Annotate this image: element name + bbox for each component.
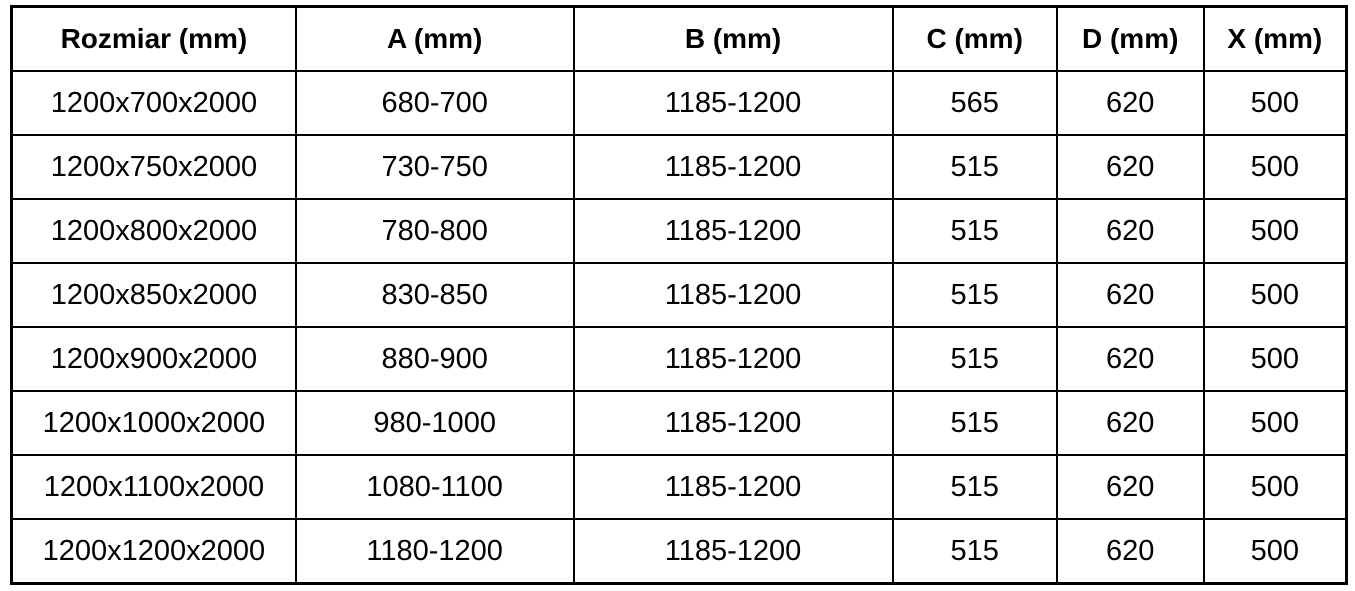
table-row [12, 263, 1347, 327]
table-cell: 1200x800x2000 [12, 199, 296, 263]
column-header-rozmiar: Rozmiar (mm) [12, 7, 296, 72]
table-cell: 500 [1204, 71, 1347, 135]
table-row [12, 71, 1347, 135]
table-row [12, 135, 1347, 199]
table-cell: 515 [893, 391, 1057, 455]
table-cell: 880-900 [296, 327, 574, 391]
table-cell: 620 [1057, 71, 1204, 135]
size-table [10, 5, 1348, 585]
table-cell: 1200x1200x2000 [12, 519, 296, 584]
table-cell: 1200x750x2000 [12, 135, 296, 199]
table-cell: 1200x1000x2000 [12, 391, 296, 455]
table-cell: 830-850 [296, 263, 574, 327]
table-cell: 1185-1200 [574, 71, 893, 135]
column-header-x: X (mm) [1204, 7, 1347, 72]
table-cell: 1185-1200 [574, 263, 893, 327]
table-cell: 1080-1100 [296, 455, 574, 519]
table-cell: 515 [893, 327, 1057, 391]
table-row [12, 455, 1347, 519]
table-cell: 500 [1204, 135, 1347, 199]
table-cell: 680-700 [296, 71, 574, 135]
table-cell: 620 [1057, 455, 1204, 519]
table-cell: 515 [893, 199, 1057, 263]
table-cell: 780-800 [296, 199, 574, 263]
table-row [12, 199, 1347, 263]
column-header-d: D (mm) [1057, 7, 1204, 72]
table-cell: 1185-1200 [574, 455, 893, 519]
column-header-b: B (mm) [574, 7, 893, 72]
table-cell: 515 [893, 263, 1057, 327]
table-cell: 1185-1200 [574, 391, 893, 455]
table-cell: 500 [1204, 263, 1347, 327]
table-cell: 620 [1057, 327, 1204, 391]
table-cell: 1180-1200 [296, 519, 574, 584]
table-cell: 500 [1204, 519, 1347, 584]
table-cell: 620 [1057, 199, 1204, 263]
table-cell: 500 [1204, 327, 1347, 391]
table-cell: 1185-1200 [574, 519, 893, 584]
table-row [12, 519, 1347, 584]
table-cell: 500 [1204, 199, 1347, 263]
table-cell: 1200x700x2000 [12, 71, 296, 135]
table-cell: 1185-1200 [574, 199, 893, 263]
table-cell: 980-1000 [296, 391, 574, 455]
table-cell: 1200x850x2000 [12, 263, 296, 327]
table-cell: 500 [1204, 391, 1347, 455]
table-cell: 515 [893, 519, 1057, 584]
table-row [12, 327, 1347, 391]
table-cell: 1185-1200 [574, 327, 893, 391]
table-cell: 515 [893, 135, 1057, 199]
table-row [12, 391, 1347, 455]
table-cell: 1200x1100x2000 [12, 455, 296, 519]
table-body [12, 71, 1347, 584]
table-cell: 620 [1057, 519, 1204, 584]
column-header-c: C (mm) [893, 7, 1057, 72]
column-header-a: A (mm) [296, 7, 574, 72]
table-cell: 565 [893, 71, 1057, 135]
header-row [12, 7, 1347, 72]
table-cell: 620 [1057, 263, 1204, 327]
table-cell: 620 [1057, 135, 1204, 199]
table-cell: 1200x900x2000 [12, 327, 296, 391]
table-cell: 500 [1204, 455, 1347, 519]
table-cell: 1185-1200 [574, 135, 893, 199]
table-cell: 515 [893, 455, 1057, 519]
size-table-container [10, 5, 1348, 585]
table-cell: 620 [1057, 391, 1204, 455]
table-cell: 730-750 [296, 135, 574, 199]
